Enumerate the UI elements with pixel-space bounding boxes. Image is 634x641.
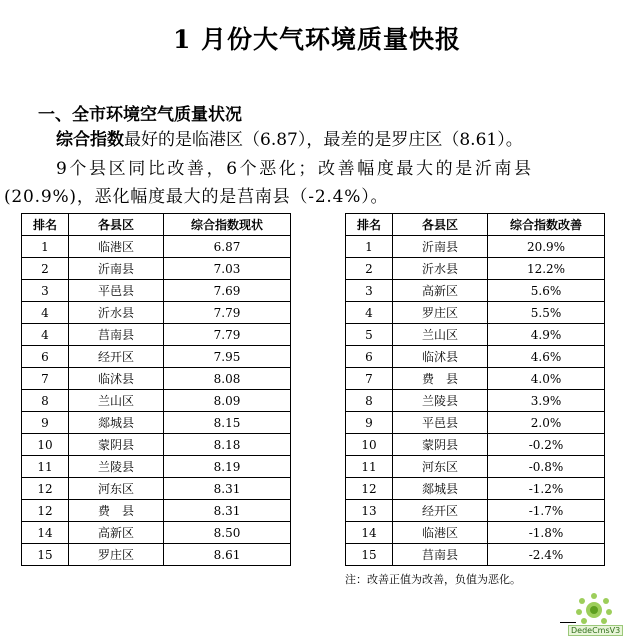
table-row [22, 236, 291, 258]
header-county: 各县区 [393, 214, 488, 236]
index-improvement-table [345, 213, 605, 566]
cell-rank: 2 [22, 258, 69, 280]
table-row [346, 544, 605, 566]
cell-rank: 4 [22, 324, 69, 346]
page-title: 1 月份大气环境质量快报 [172, 25, 462, 54]
cell-value: 8.61 [164, 544, 291, 566]
table-row [346, 522, 605, 544]
table-row [346, 302, 605, 324]
table-row [22, 346, 291, 368]
cell-county: 莒南县 [69, 324, 164, 346]
cell-value: 4.0% [488, 368, 605, 390]
cell-county: 兰山区 [69, 390, 164, 412]
table-row [346, 478, 605, 500]
header-index-status: 综合指数现状 [164, 214, 291, 236]
cell-value: 8.08 [164, 368, 291, 390]
cell-value: 7.95 [164, 346, 291, 368]
table-row [22, 258, 291, 280]
cell-county: 兰山区 [393, 324, 488, 346]
table-row [346, 390, 605, 412]
cell-value: 6.87 [164, 236, 291, 258]
footnote: 注：改善正值为改善，负值为恶化。 [345, 573, 521, 586]
cell-value: 7.79 [164, 324, 291, 346]
cell-value: 20.9% [488, 236, 605, 258]
cell-county: 莒南县 [393, 544, 488, 566]
section-heading: 一、全市环境空气质量状况 [38, 105, 242, 125]
cell-rank: 2 [346, 258, 393, 280]
cell-value: 8.18 [164, 434, 291, 456]
cell-value: 8.15 [164, 412, 291, 434]
cell-rank: 12 [22, 500, 69, 522]
table-row [22, 368, 291, 390]
cell-value: 3.9% [488, 390, 605, 412]
cell-value: 8.09 [164, 390, 291, 412]
cell-value: -0.8% [488, 456, 605, 478]
cell-county: 河东区 [393, 456, 488, 478]
cell-rank: 15 [22, 544, 69, 566]
watermark-text: DedeCmsV3 [568, 625, 623, 636]
cell-rank: 12 [346, 478, 393, 500]
table-row [22, 280, 291, 302]
cell-county: 平邑县 [393, 412, 488, 434]
table-row [22, 456, 291, 478]
cell-rank: 12 [22, 478, 69, 500]
table-row [346, 280, 605, 302]
cell-county: 罗庄区 [69, 544, 164, 566]
cell-value: 8.50 [164, 522, 291, 544]
cell-rank: 1 [346, 236, 393, 258]
cell-value: -2.4% [488, 544, 605, 566]
cell-rank: 6 [346, 346, 393, 368]
cell-value: 8.31 [164, 500, 291, 522]
cell-county: 平邑县 [69, 280, 164, 302]
paragraph-improvement-cont: (20.9%)，恶化幅度最大的是莒南县（-2.4%）。 [4, 187, 389, 207]
table-row [346, 346, 605, 368]
cell-rank: 4 [346, 302, 393, 324]
cell-county: 临港区 [393, 522, 488, 544]
table-row [22, 522, 291, 544]
table-header-row [22, 214, 291, 236]
table-row [346, 324, 605, 346]
cell-rank: 8 [346, 390, 393, 412]
cell-rank: 15 [346, 544, 393, 566]
cell-rank: 6 [22, 346, 69, 368]
cell-value: 7.79 [164, 302, 291, 324]
table-row [22, 544, 291, 566]
cell-county: 费 县 [393, 368, 488, 390]
cell-county: 经开区 [393, 500, 488, 522]
cell-county: 郯城县 [393, 478, 488, 500]
cell-value: 7.69 [164, 280, 291, 302]
cell-value: -1.7% [488, 500, 605, 522]
table-row [346, 236, 605, 258]
table-row [346, 258, 605, 280]
table-row [22, 478, 291, 500]
cell-county: 兰陵县 [69, 456, 164, 478]
cell-rank: 9 [346, 412, 393, 434]
cell-value: 5.5% [488, 302, 605, 324]
cell-rank: 1 [22, 236, 69, 258]
cell-rank: 3 [22, 280, 69, 302]
cell-rank: 5 [346, 324, 393, 346]
table-row [22, 412, 291, 434]
cell-rank: 10 [22, 434, 69, 456]
cell-county: 沂水县 [393, 258, 488, 280]
header-county: 各县区 [69, 214, 164, 236]
cell-value: 4.9% [488, 324, 605, 346]
table-row [346, 368, 605, 390]
table-row [346, 456, 605, 478]
cell-county: 经开区 [69, 346, 164, 368]
table-row [22, 500, 291, 522]
cell-value: 8.31 [164, 478, 291, 500]
cell-value: 5.6% [488, 280, 605, 302]
cell-rank: 11 [346, 456, 393, 478]
cell-county: 高新区 [393, 280, 488, 302]
header-rank: 排名 [346, 214, 393, 236]
cell-county: 临沭县 [69, 368, 164, 390]
cell-rank: 10 [346, 434, 393, 456]
cell-value: -1.8% [488, 522, 605, 544]
cell-county: 高新区 [69, 522, 164, 544]
table-row [22, 390, 291, 412]
table-row [346, 412, 605, 434]
cell-rank: 14 [22, 522, 69, 544]
table-row [22, 324, 291, 346]
table-row [22, 434, 291, 456]
cell-value: 7.03 [164, 258, 291, 280]
cell-rank: 7 [22, 368, 69, 390]
cell-county: 蒙阴县 [69, 434, 164, 456]
cell-value: 4.6% [488, 346, 605, 368]
cell-county: 临港区 [69, 236, 164, 258]
cell-county: 费 县 [69, 500, 164, 522]
paragraph-best-worst [56, 128, 523, 152]
paragraph-improvement: 9个县区同比改善，6个恶化；改善幅度最大的是沂南县 [56, 159, 534, 179]
table-row [346, 500, 605, 522]
cell-county: 郯城县 [69, 412, 164, 434]
cell-county: 河东区 [69, 478, 164, 500]
cell-rank: 4 [22, 302, 69, 324]
cell-rank: 13 [346, 500, 393, 522]
cell-rank: 14 [346, 522, 393, 544]
cell-rank: 3 [346, 280, 393, 302]
table-header-row [346, 214, 605, 236]
cell-county: 沂南县 [69, 258, 164, 280]
cell-value: 2.0% [488, 412, 605, 434]
header-index-improvement: 综合指数改善 [488, 214, 605, 236]
cell-county: 沂南县 [393, 236, 488, 258]
cell-county: 临沭县 [393, 346, 488, 368]
cell-rank: 11 [22, 456, 69, 478]
table-row [22, 302, 291, 324]
index-status-table [21, 213, 291, 566]
cell-rank: 7 [346, 368, 393, 390]
cell-value: 8.19 [164, 456, 291, 478]
paragraph-lead: 综合指数 [56, 130, 124, 150]
table-row [346, 434, 605, 456]
header-rank: 排名 [22, 214, 69, 236]
cell-value: -0.2% [488, 434, 605, 456]
cell-county: 蒙阴县 [393, 434, 488, 456]
cell-value: 12.2% [488, 258, 605, 280]
paragraph-text: 最好的是临港区（6.87），最差的是罗庄区（8.61）。 [124, 130, 523, 150]
cell-rank: 8 [22, 390, 69, 412]
cell-value: -1.2% [488, 478, 605, 500]
cell-county: 罗庄区 [393, 302, 488, 324]
cell-rank: 9 [22, 412, 69, 434]
cell-county: 沂水县 [69, 302, 164, 324]
cell-county: 兰陵县 [393, 390, 488, 412]
